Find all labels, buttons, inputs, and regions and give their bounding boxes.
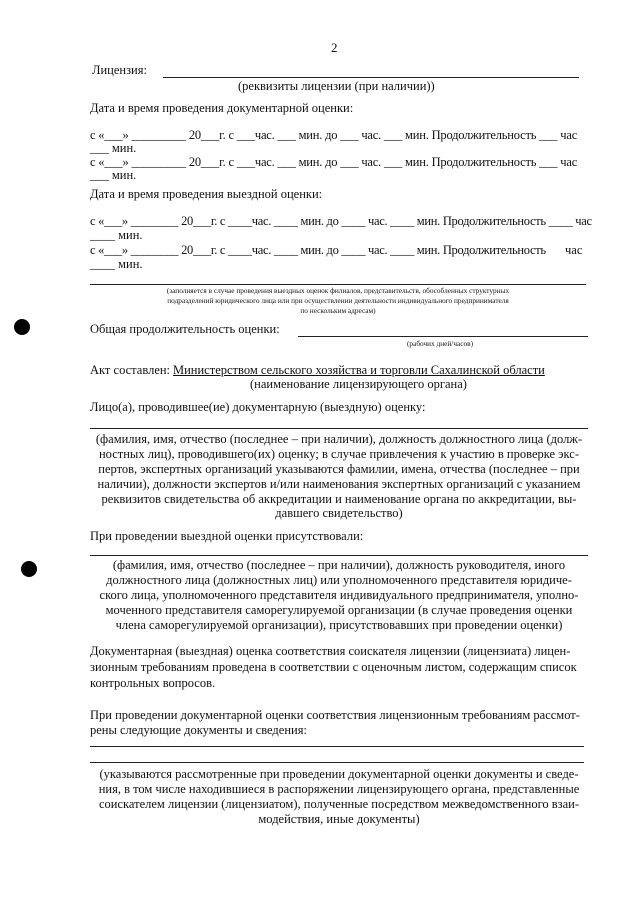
doc-eval-row-2: с «___» _________ 20___г. с ___час. ___ мин. до ___ час. ___ мин. Продолжительность ___ час xyxy=(90,155,578,169)
site-eval-row-2: с «___» ________ 20___г. с ____час. ____ мин. до ____ час. ____ мин. Продолжительность xyxy=(90,243,546,257)
compliance-text-2: зионным требованиям проведена в соответствии с оценочным листом, содержащим список xyxy=(90,660,577,674)
reviewed-caption-4: модействия, иные документы) xyxy=(258,812,420,826)
reviewed-line-2 xyxy=(90,762,584,763)
punch-hole-bottom xyxy=(21,561,37,577)
site-eval-row-2-tail: час xyxy=(565,243,583,257)
site-eval-line xyxy=(90,284,586,285)
present-text-4: моченного представителя саморегулируемой организации (в случае проведения оценки xyxy=(105,603,573,617)
persons-text-2: ностных лиц), проводившего(их) оценку; в случае привлечения к участию в проверке экс- xyxy=(98,447,580,461)
site-eval-note-3: по нескольким адресам) xyxy=(300,306,376,315)
reviewed-text-2: рены следующие документы и сведения: xyxy=(90,723,307,737)
compliance-text-1: Документарная (выездная) оценка соответствия соискателя лицензии (лицензиата) лицен- xyxy=(90,644,571,658)
reviewed-line-1 xyxy=(90,746,584,747)
doc-eval-row-1-min: ___ мин. xyxy=(90,141,137,155)
persons-text-1: (фамилия, имя, отчество (последнее – при наличии), должность должностного лица (долж- xyxy=(95,432,583,446)
persons-heading: Лицо(а), проводившее(ие) документарную (выездную) оценку: xyxy=(90,400,426,414)
total-duration-line xyxy=(298,336,588,337)
license-caption: (реквизиты лицензии (при наличии)) xyxy=(238,79,435,93)
total-duration-caption: (рабочих дней/часов) xyxy=(407,339,473,348)
persons-text-3: пертов, экспертных организаций указываются фамилии, имена, отчества (последнее – при xyxy=(98,462,580,476)
present-line xyxy=(90,555,588,556)
persons-line xyxy=(90,428,588,429)
act-label: Акт составлен: xyxy=(90,363,171,377)
present-text-1: (фамилия, имя, отчество (последнее – при наличии), должность руководителя, иного xyxy=(112,558,566,572)
page-number: 2 xyxy=(331,40,338,55)
persons-text-6: давшего свидетельство) xyxy=(275,506,403,520)
doc-eval-row-1: с «___» _________ 20___г. с ___час. ___ мин. до ___ час. ___ мин. Продолжительность ___ час xyxy=(90,128,578,142)
present-text-3: ского лица, уполномоченного представителя индивидуального предпринимателя, уполно- xyxy=(99,588,579,602)
reviewed-caption-1: (указываются рассмотренные при проведении документарной оценки документы и сведе- xyxy=(99,767,579,781)
persons-text-4: наличии), должности экспертов и/или наименования экспертных организаций с указанием xyxy=(97,477,581,491)
site-eval-row-1-min: ____ мин. xyxy=(90,228,143,242)
persons-text-5: реквизитов свидетельства об аккредитации и наименование органа по аккредитации, вы- xyxy=(101,492,577,506)
license-line xyxy=(163,77,579,78)
reviewed-text-1: При проведении документарной оценки соответствия лицензионным требованиям рассмот- xyxy=(90,708,580,722)
reviewed-caption-3: соискателем лицензии (лицензиатом), полученные посредством межведомственного взаи- xyxy=(98,797,580,811)
present-text-5: члена саморегулируемой организации), присутствовавших при проведении оценки) xyxy=(115,618,563,632)
doc-eval-heading: Дата и время проведения документарной оценки: xyxy=(90,101,354,115)
site-eval-note-2: подразделений юридического лица или при осуществлении деятельности индивидуального предпринимателя xyxy=(167,296,509,305)
punch-hole-top xyxy=(14,319,30,335)
site-eval-heading: Дата и время проведения выездной оценки: xyxy=(90,187,323,201)
site-eval-note-1: (заполняется в случае проведения выездных оценок филиалов, представительств, обособленных структурных xyxy=(166,286,510,295)
site-eval-row-1: с «___» ________ 20___г. с ____час. ____ мин. до ____ час. ____ мин. Продолжительность ____ час xyxy=(90,214,592,228)
license-label: Лицензия: xyxy=(92,63,147,77)
site-eval-row-2-min: ____ мин. xyxy=(90,257,143,271)
act-value: Министерством сельского хозяйства и торговли Сахалинской области xyxy=(173,363,545,377)
doc-eval-row-2-min: ___ мин. xyxy=(90,168,137,182)
present-heading: При проведении выездной оценки присутствовали: xyxy=(90,529,364,543)
total-duration-label: Общая продолжительность оценки: xyxy=(90,322,280,336)
act-caption: (наименование лицензирующего органа) xyxy=(250,377,467,391)
reviewed-caption-2: ния, в том числе находившиеся в распоряжении лицензирующего органа, представленные xyxy=(98,782,580,796)
compliance-text-3: контрольных вопросов. xyxy=(90,676,216,690)
present-text-2: должностного лица (должностных лиц) или уполномоченного представителя юридиче- xyxy=(106,573,572,587)
